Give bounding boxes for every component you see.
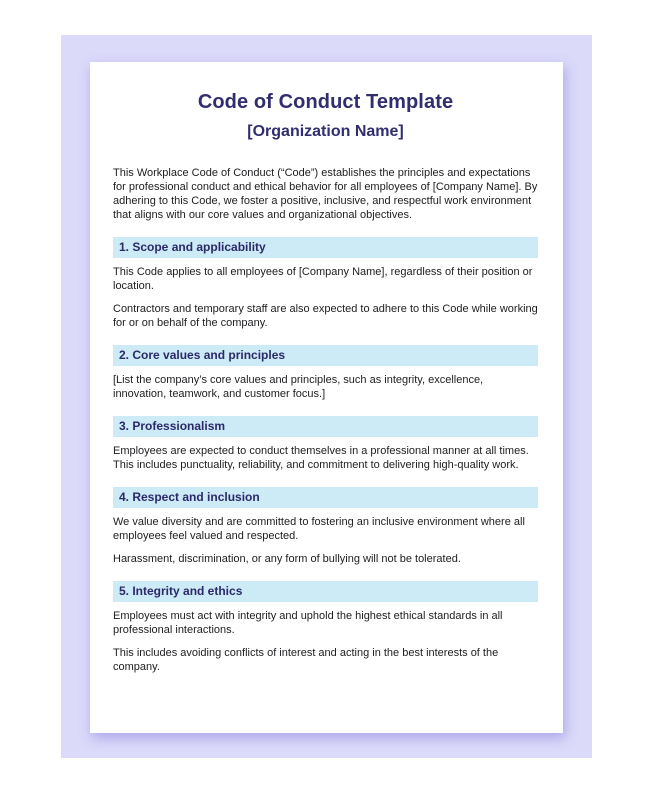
document-page	[90, 62, 563, 733]
section-paragraph: [List the company’s core values and principles, such as integrity, excellence, innovation, teamwork, and customer focus.]	[113, 374, 484, 400]
section-paragraph: Harassment, discrimination, or any form of bullying will not be tolerated.	[113, 553, 461, 565]
section-paragraph: This includes avoiding conflicts of interest and acting in the best interests of the company.	[113, 647, 499, 673]
section-paragraph: We value diversity and are committed to fostering an inclusive environment where all employees feel valued and respected.	[113, 516, 525, 542]
section-integrity-and-ethics	[113, 581, 538, 674]
page-background-frame	[61, 35, 592, 758]
section-paragraph: Employees must act with integrity and uphold the highest ethical standards in all professional interactions.	[113, 610, 503, 636]
section-heading: 4. Respect and inclusion	[113, 487, 538, 508]
section-heading: 2. Core values and principles	[113, 345, 538, 366]
section-heading: 5. Integrity and ethics	[113, 581, 538, 602]
document-title: Code of Conduct Template	[197, 91, 454, 113]
section-core-values-and-principles	[113, 345, 538, 401]
section-paragraph: Employees are expected to conduct themselves in a professional manner at all times. This includes punctuality, reliability, and commitment to delivering high-quality work.	[113, 445, 529, 471]
section-heading: 3. Professionalism	[113, 416, 538, 437]
section-professionalism	[113, 416, 538, 472]
section-respect-and-inclusion	[113, 487, 538, 566]
section-paragraph: Contractors and temporary staff are also expected to adhere to this Code while working for or on behalf of the company.	[113, 303, 538, 329]
section-paragraph: This Code applies to all employees of [Company Name], regardless of their position or location.	[113, 266, 533, 292]
section-heading: 1. Scope and applicability	[113, 237, 538, 258]
organization-name-placeholder: [Organization Name]	[247, 123, 404, 140]
intro-paragraph: This Workplace Code of Conduct (“Code”) establishes the principles and expectations for professional conduct and ethical behavior for all employees of [Company Name]. By adhering to this Code, we foster a positive, inclusive, and respectful work environment that aligns with our core values and organizational objectives.	[113, 167, 538, 221]
section-scope-and-applicability	[113, 237, 538, 330]
